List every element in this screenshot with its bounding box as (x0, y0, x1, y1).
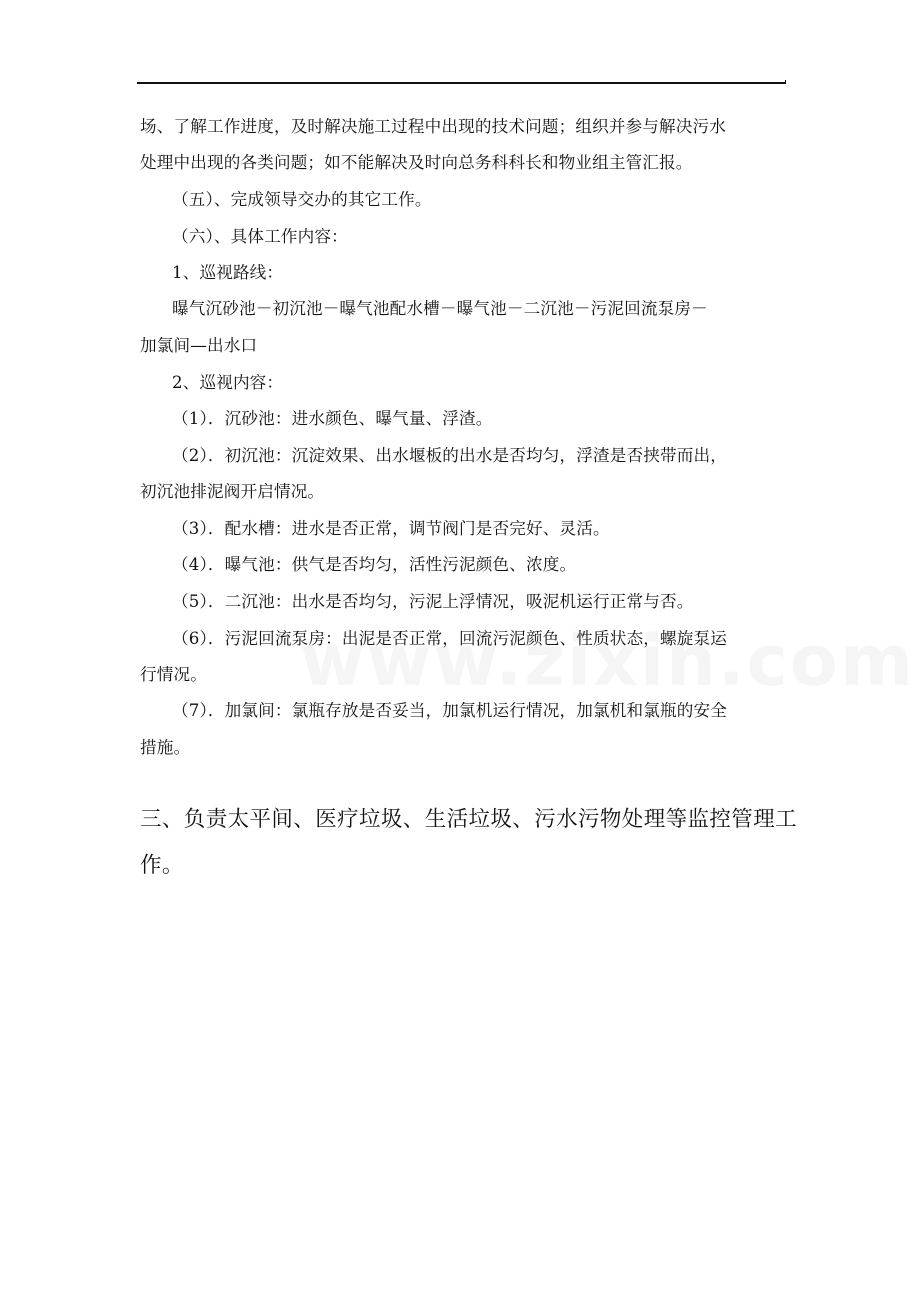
section-heading: 三、负责太平间、医疗垃圾、生活垃圾、污水污物处理等监控管理工 (140, 807, 798, 832)
list-item: （2）．初沉池：沉淀效果、出水堰板的出水是否均匀，浮渣是否挟带而出， (172, 446, 727, 465)
subheading: 1、巡视路线： (172, 263, 284, 282)
list-item: （五）、完成领导交办的其它工作。 (172, 190, 432, 209)
list-item-continuation: 行情况。 (140, 665, 207, 684)
header-rule (137, 82, 785, 84)
list-item: （5）．二沉池：出水是否均匀，污泥上浮情况，吸泥机运行正常与否。 (172, 592, 694, 611)
paragraph-line: 场、了解工作进度，及时解决施工过程中出现的技术问题；组织并参与解决污水 (140, 117, 727, 136)
list-item-continuation: 措施。 (140, 738, 191, 757)
list-item: （3）．配水槽：进水是否正常，调节阀门是否完好、灵活。 (172, 519, 610, 538)
route-line: 曝气沉砂池－初沉池－曝气池配水槽－曝气池－二沉池－污泥回流泵房－ (172, 299, 708, 318)
subheading: 2、巡视内容： (172, 373, 284, 392)
list-item: （1）．沉砂池：进水颜色、曝气量、浮渣。 (172, 409, 493, 428)
list-item-continuation: 初沉池排泥阀开启情况。 (140, 482, 325, 501)
list-item: （7）．加氯间：氯瓶存放是否妥当，加氯机运行情况，加氯机和氯瓶的安全 (172, 701, 727, 720)
route-line: 加氯间—出水口 (140, 336, 258, 355)
header-rule-tick (785, 80, 786, 84)
list-item: （六）、具体工作内容： (172, 227, 348, 246)
paragraph-line: 处理中出现的各类问题；如不能解决及时向总务科科长和物业组主管汇报。 (140, 153, 693, 172)
list-item: （4）．曝气池：供气是否均匀，活性污泥颜色、浓度。 (172, 555, 577, 574)
list-item: （6）．污泥回流泵房：出泥是否正常，回流污泥颜色、性质状态，螺旋泵运 (172, 629, 727, 648)
section-heading-continuation: 作。 (140, 853, 184, 878)
